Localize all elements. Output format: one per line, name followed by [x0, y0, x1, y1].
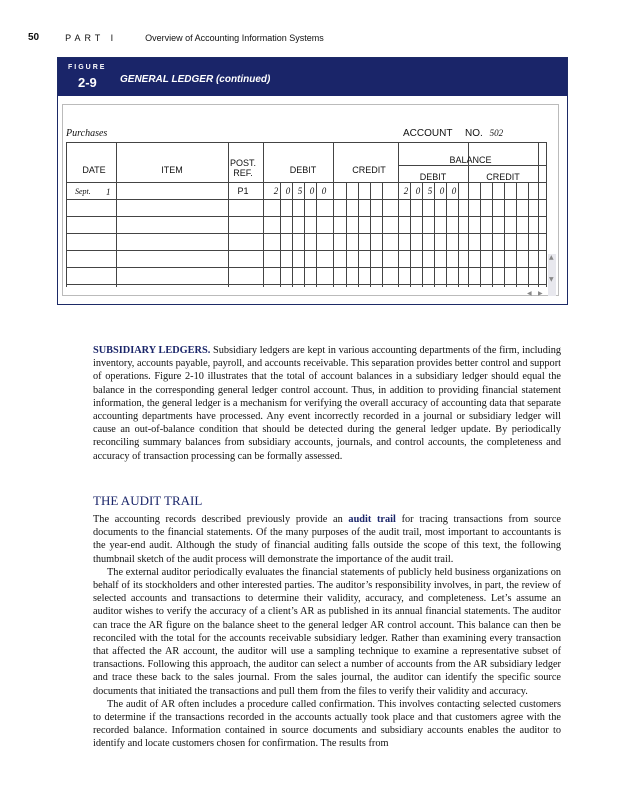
digit-rule [382, 182, 383, 287]
subsidiary-paragraph [93, 344, 561, 463]
part-label: PART I [65, 32, 118, 43]
digit-rule [492, 182, 493, 287]
grid-column-rule [116, 142, 117, 287]
digit-rule [516, 182, 517, 287]
digit-rule [304, 182, 305, 287]
amount-digit: 0 [415, 186, 421, 196]
no-label: NO. [465, 128, 483, 139]
row1-post-ref: P1 [237, 186, 249, 196]
figure-number: 2-9 [78, 75, 97, 90]
figure-label: FIGURE [68, 64, 107, 71]
audit-section [93, 513, 561, 751]
scroll-up-icon[interactable]: ▲ [549, 254, 554, 261]
running-header [28, 32, 324, 43]
grid-row-rule [66, 250, 546, 251]
account-number: 502 [489, 128, 504, 138]
col-item: ITEM [161, 165, 183, 175]
digit-rule [458, 182, 459, 287]
col-balance: BALANCE [449, 155, 492, 165]
col-credit: CREDIT [352, 165, 386, 175]
amount-digit: 0 [321, 186, 327, 196]
col-date: DATE [82, 165, 106, 175]
account-number-label [403, 128, 503, 139]
grid-row-rule [66, 233, 546, 234]
col-balance-credit: CREDIT [486, 172, 520, 182]
row1-debit-amount [270, 186, 330, 196]
grid-right-border [546, 142, 547, 287]
row1-month: Sept. [75, 187, 91, 196]
amount-digit: 5 [427, 186, 433, 196]
amount-digit: 0 [451, 186, 457, 196]
amount-digit: 5 [297, 186, 303, 196]
account-name: Purchases [66, 128, 108, 139]
digit-rule [480, 182, 481, 287]
audit-p1-after: for tracing transactions from source documents to the financial statements. Of the many purposes of the audit trail, most important to accountants is the year-end audit. Although the study of financial auditing falls outside the scope of this text, the following thumbnail sketch of the audit process will demonstrate the importance of the audit trail. [93, 514, 562, 565]
audit-p1-before: The accounting records described previously provide an [93, 514, 343, 525]
grid-row-rule [66, 284, 546, 285]
amount-digit: 0 [439, 186, 445, 196]
figure-box [57, 57, 568, 305]
grid-top-rule [66, 142, 546, 143]
scroll-left-icon[interactable]: ◀ [527, 290, 532, 297]
figure-title: GENERAL LEDGER (continued) [120, 74, 271, 85]
balance-split-rule [398, 165, 546, 166]
amount-digit: 0 [285, 186, 291, 196]
amount-digit: 0 [309, 186, 315, 196]
digit-rule [370, 182, 371, 287]
scroll-right-icon[interactable]: ▶ [538, 290, 543, 297]
audit-paragraph-1 [93, 513, 561, 566]
grid-column-rule [263, 142, 264, 287]
digit-rule [434, 182, 435, 287]
grid-row-rule [66, 199, 546, 200]
page-number: 50 [28, 32, 40, 43]
grid-row-rule [66, 216, 546, 217]
digit-rule [422, 182, 423, 287]
chapter-title: Overview of Accounting Information Systems [145, 32, 324, 43]
row1-day: 1 [106, 187, 111, 197]
subsidiary-text: Subsidiary ledgers are kept in various accounting departments of the firm, including inventory, accounts payable, payroll, and accounts receivable. This separation provides better control and support of operations. Figure 2-10 illustrates that the total of account balances in a subsidiary ledger should equal the balance in the corresponding general ledger control account. Thus, in addition to providing financial statement information, the general ledger is a mechanism for verifying the overall accuracy of accounting data that separate accounting departments have processed. Any event incorrectly recorded in a journal or subsidiary ledger will cause an out-of-balance condition that should be detected during the general ledger update. By periodically reconciling summary balances from subsidiary accounts, journals, and control accounts, the completeness and accuracy of transaction processing can be formally assessed. [93, 345, 561, 462]
digit-rule [280, 182, 281, 287]
audit-paragraph-3: The audit of AR often includes a procedure called confirmation. This involves contacting selected customers to determine if the transactions recorded in the accounts actually took place and that customers agree with the recorded balance. Information contained in source documents and subsidiary accounts enables the auditor to identify and locate customers chosen for confirmation. The results from [93, 698, 561, 750]
grid-left-border [66, 142, 67, 287]
audit-trail-term: audit trail [348, 514, 396, 525]
grid-column-rule [333, 142, 334, 287]
digit-rule [316, 182, 317, 287]
digit-rule [346, 182, 347, 287]
col-post-ref: POST. REF. [229, 158, 256, 178]
grid-row-rule [66, 267, 546, 268]
row1-balance-debit-amount [400, 186, 460, 196]
digit-rule [292, 182, 293, 287]
account-label: ACCOUNT [403, 128, 453, 139]
ledger-scrollbar[interactable] [548, 254, 556, 296]
scroll-down-icon[interactable]: ▼ [549, 276, 554, 283]
subsidiary-heading: SUBSIDIARY LEDGERS. [93, 345, 211, 356]
col-balance-debit: DEBIT [419, 172, 447, 182]
figure-title-bar [58, 58, 567, 96]
amount-digit: 2 [403, 186, 409, 196]
amount-digit: 2 [273, 186, 279, 196]
col-debit: DEBIT [289, 165, 317, 175]
digit-rule [358, 182, 359, 287]
digit-rule [504, 182, 505, 287]
digit-rule [446, 182, 447, 287]
header-bottom-rule [66, 182, 546, 183]
digit-rule [410, 182, 411, 287]
digit-rule [528, 182, 529, 287]
subsidiary-section [93, 344, 561, 463]
audit-paragraph-2: The external auditor periodically evaluates the financial statements of publicly held business organizations on behalf of its stockholders and other interested parties. The auditor’s responsibility involves, in part, the review of selected accounts and transactions to determine their validity, accuracy, and completeness. Let’s assume an auditor wishes to verify the accuracy of a client’s AR as published in its annual financial statements. The auditor can trace the AR figure on the balance sheet to the general ledger AR control account. This balance can then be reconciled with the total for the accounts receivable subsidiary ledger. Rather than examining every transaction that affected the AR account, the auditor will use a sampling technique to examine a representative subset of transactions. Following this approach, the auditor can select a number of accounts from the AR subsidiary ledger and trace these back to the sales journal. From the sales journal, the auditor can identify the specific source documents that initiated the transactions and pull them from the files to verify their validity and accuracy. [93, 566, 561, 697]
audit-trail-heading: THE AUDIT TRAIL [93, 493, 203, 508]
